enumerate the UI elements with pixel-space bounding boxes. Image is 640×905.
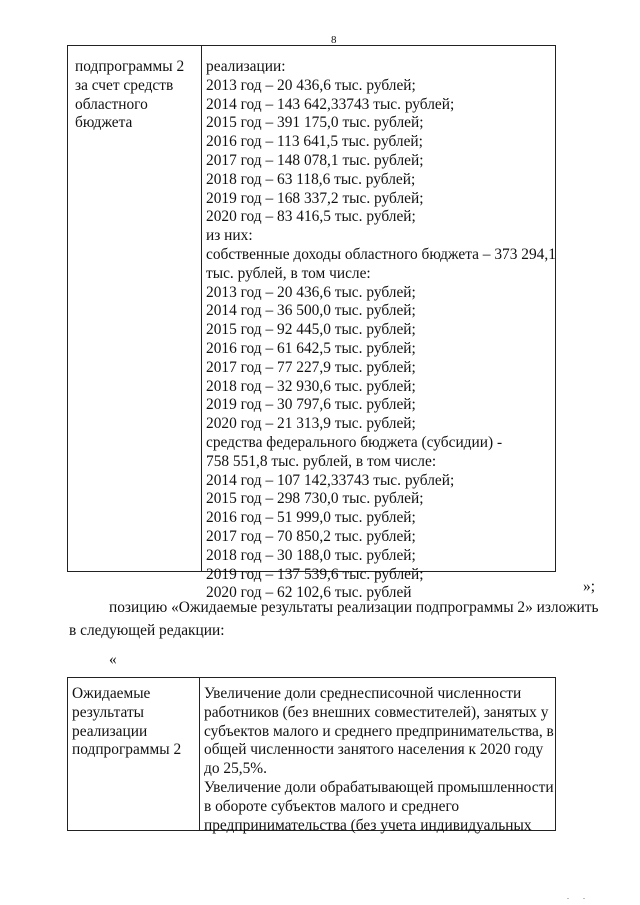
detail-line: общей численности занятого населения к 2020 году [204, 741, 544, 759]
detail-line: работников (без внешних совместителей), занятых у [204, 703, 549, 721]
detail-line: в обороте субъектов малого и среднего [204, 797, 460, 815]
detail-line: 2014 год – 143 642,33743 тыс. рублей; [206, 95, 455, 113]
detail-line: 2017 год – 70 850,2 тыс. рублей; [206, 527, 416, 545]
detail-line: 2014 год – 107 142,33743 тыс. рублей; [206, 471, 455, 489]
paragraph-line-1-text: позицию «Ожидаемые результаты реализации подпрограммы 2» изложить [109, 599, 599, 616]
detail-line: 2019 год – 30 797,6 тыс. рублей; [206, 396, 416, 414]
detail-line: собственные доходы областного бюджета – 373 294,1 [206, 245, 556, 263]
header-line: результаты [72, 703, 145, 721]
row-header-cell [72, 685, 196, 760]
detail-line: 2013 год – 20 436,6 тыс. рублей; [206, 283, 416, 301]
detail-line: до 25,5%. [204, 760, 267, 778]
detail-line: 2014 год – 36 500,0 тыс. рублей; [206, 302, 416, 320]
detail-line: 2015 год – 92 445,0 тыс. рублей; [206, 321, 416, 339]
header-line: подпрограммы 2 [72, 741, 182, 759]
detail-line: Увеличение доли обрабатывающей промышленности [204, 778, 554, 796]
detail-line: 2019 год – 137 539,6 тыс. рублей; [206, 565, 424, 583]
detail-line: 2018 год – 32 930,6 тыс. рублей; [206, 377, 416, 395]
header-line: подпрограммы 2 [75, 58, 185, 75]
paragraph-line-2: в следующей редакции: [69, 622, 225, 639]
amendment-paragraph [69, 596, 619, 642]
paragraph-line-1 [69, 596, 619, 619]
opening-quote: « [109, 651, 117, 668]
header-line: реализации [72, 722, 148, 740]
detail-line: реализации: [206, 58, 286, 75]
detail-line: 2020 год – 83 416,5 тыс. рублей; [206, 208, 416, 226]
detail-line: субъектов малого и среднего предпринимательства, в [204, 722, 554, 740]
detail-line: 2016 год – 51 999,0 тыс. рублей; [206, 509, 416, 527]
detail-line: 2018 год – 30 188,0 тыс. рублей; [206, 546, 416, 564]
detail-line: средства федерального бюджета (субсидии) - [206, 433, 503, 451]
column-divider [201, 46, 202, 571]
detail-line: 758 551,8 тыс. рублей, в том числе: [206, 452, 437, 470]
detail-line: из них: [206, 227, 253, 245]
closing-quote: »; [583, 578, 595, 595]
detail-line: 2016 год – 113 641,5 тыс. рублей; [206, 133, 423, 151]
detail-line: 2016 год – 61 642,5 тыс. рублей; [206, 339, 416, 357]
detail-line: 2019 год – 168 337,2 тыс. рублей; [206, 189, 424, 207]
column-divider [199, 678, 200, 830]
detail-line: 2015 год – 391 175,0 тыс. рублей; [206, 114, 424, 132]
expected-results-cell [204, 685, 554, 835]
header-line: областного [75, 95, 148, 113]
header-line: за счет средств [75, 76, 174, 94]
detail-line: Увеличение доли среднесписочной численности [204, 685, 522, 702]
detail-line: предпринимательства (без учета индивидуальных [204, 816, 532, 834]
header-line: бюджета [75, 114, 133, 132]
detail-line: 2017 год – 77 227,9 тыс. рублей; [206, 358, 416, 376]
detail-line: 2020 год – 21 313,9 тыс. рублей; [206, 415, 416, 433]
detail-line: 2018 год – 63 118,6 тыс. рублей; [206, 170, 416, 188]
corner-mark: . . [567, 892, 591, 901]
header-line: Ожидаемые [72, 685, 151, 702]
row-header-cell [75, 58, 199, 133]
detail-line: 2013 год – 20 436,6 тыс. рублей; [206, 76, 416, 94]
financing-table [67, 45, 556, 602]
financing-details-cell [206, 58, 554, 603]
page-number: 8 [331, 34, 337, 46]
detail-line: 2020 год – 62 102,6 тыс. рублей [206, 584, 412, 602]
expected-results-table [67, 677, 556, 834]
detail-line: 2017 год – 148 078,1 тыс. рублей; [206, 151, 424, 169]
detail-line: 2015 год – 298 730,0 тыс. рублей; [206, 490, 424, 508]
detail-line: тыс. рублей, в том числе: [206, 264, 371, 282]
